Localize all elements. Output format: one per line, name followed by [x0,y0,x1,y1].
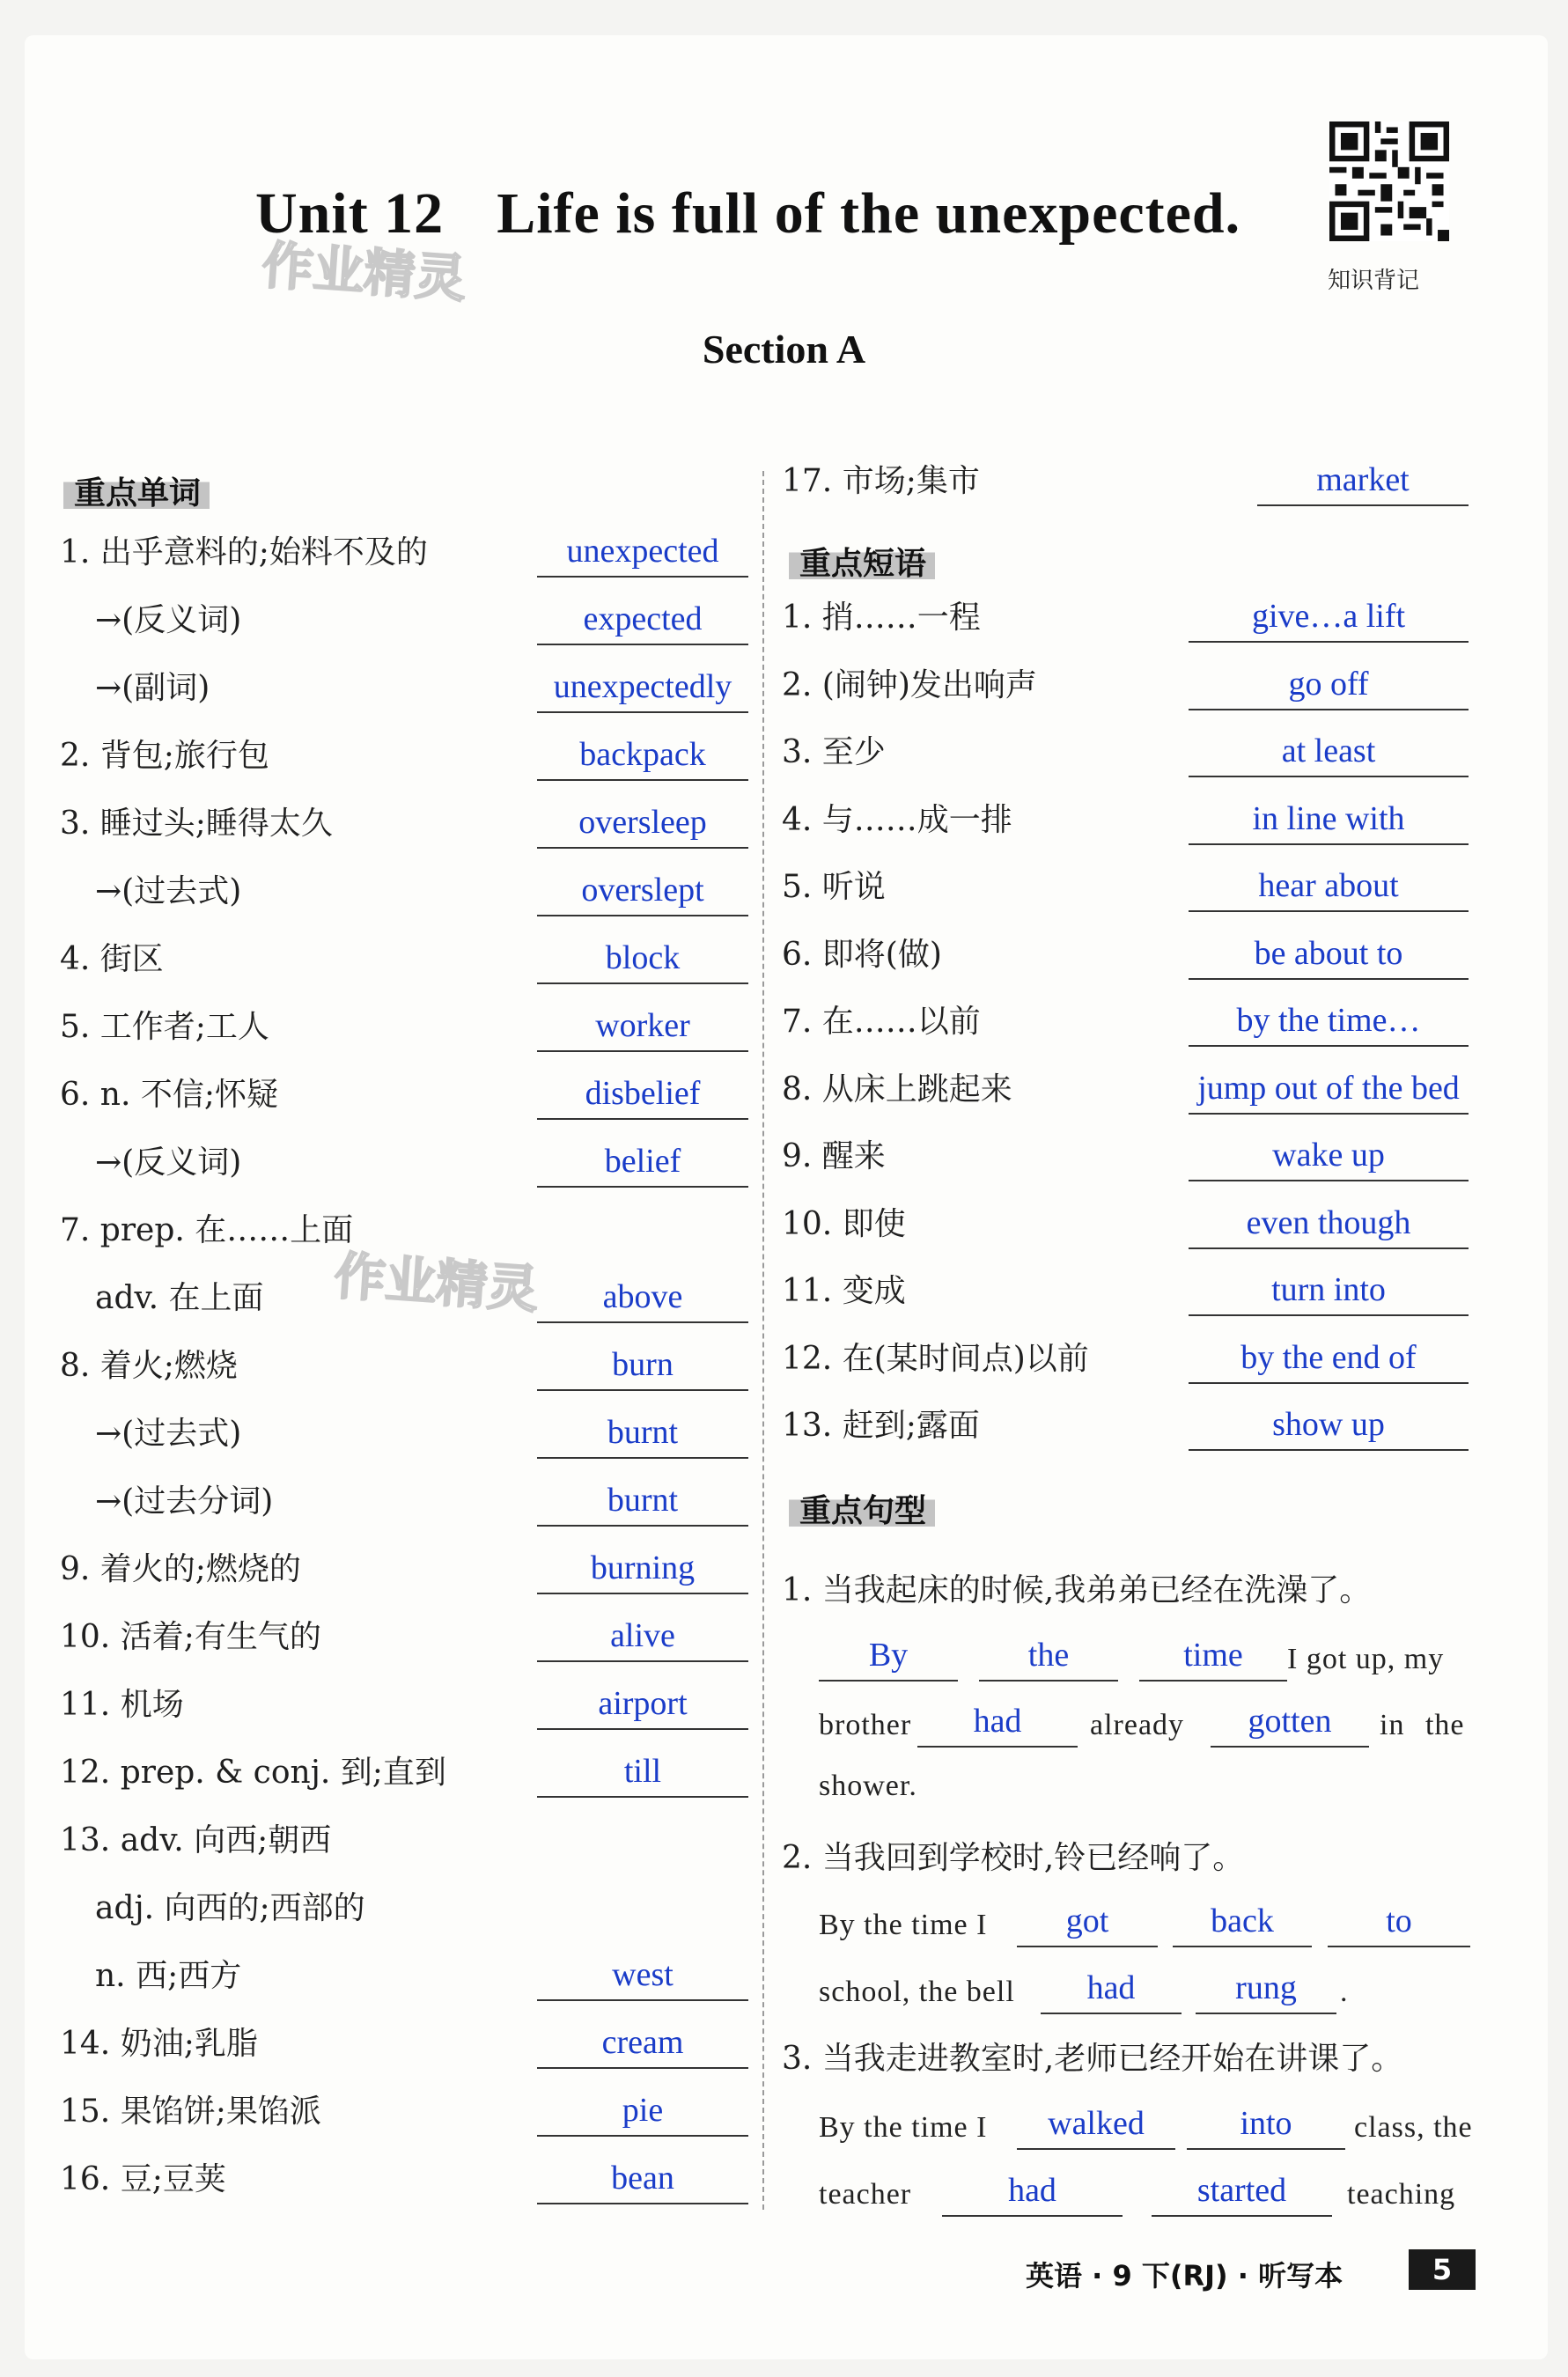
phrase-answer[interactable]: wake up [1189,1134,1469,1181]
vocab-label: 16. 豆;豆荚 [60,2161,226,2197]
vocab-item [60,2152,764,2204]
phrase-label: 3. 至少 [782,734,886,770]
vocab-answer[interactable]: cream [537,2021,748,2069]
vocab-label: →(反义词) [95,1144,242,1181]
vocab-label: 13. adv. 向西;朝西 [60,1822,332,1858]
vocab-item [60,864,764,916]
phrase-answer[interactable]: even though [1189,1202,1469,1249]
sentence-3-text: teacher [819,2178,912,2211]
qr-code-icon[interactable] [1329,121,1449,241]
phrase-item [782,859,1469,912]
phrase-label: 9. 醒来 [782,1138,886,1174]
vocab-answer[interactable]: belief [537,1140,748,1188]
phrase-item [782,1196,1469,1249]
unit-number: Unit 12 [255,181,445,246]
sentence-1-line-1 [819,1629,1470,1682]
watermark: 作业精灵 [260,234,468,309]
vocab-item-17 [782,453,1469,506]
vocab-answer[interactable]: burnt [537,1411,748,1459]
phrase-label: 1. 捎……一程 [782,600,981,636]
vocab-item [60,728,764,781]
footer-book-info: 英语 · 9 下(RJ) · 听写本 [1026,2259,1343,2292]
sentence-2-line-2 [819,1961,1470,2014]
vocab-item [60,1338,764,1391]
vocab-label: 12. prep. & conj. 到;直到 [60,1755,446,1791]
vocab-label: adj. 向西的;西部的 [95,1890,365,1926]
vocab-item [60,1067,764,1120]
phrase-item [782,590,1469,643]
vocab-answer[interactable]: till [537,1750,748,1798]
phrase-label: 6. 即将(做) [782,936,942,973]
vocab-label: →(副词) [95,670,210,706]
vocab-label: →(过去分词) [95,1483,274,1520]
phrase-item [782,994,1469,1047]
sentence-3-blank-4[interactable]: started [1152,2169,1332,2217]
vocab-label: 2. 背包;旅行包 [60,738,269,774]
phrase-item [782,658,1469,710]
sentence-2-text: . [1340,1976,1349,2008]
vocab-label: 15. 果馅饼;果馅派 [60,2094,321,2130]
sentence-1-text: shower. [819,1770,917,1802]
vocab-label: →(过去式) [95,873,242,909]
phrase-answer[interactable]: by the end of [1189,1336,1469,1384]
vocab-answer[interactable]: west [537,1954,748,2001]
vocab-answer[interactable]: burnt [537,1479,748,1527]
phrase-label: 10. 即使 [782,1205,906,1242]
phrase-item [782,1331,1469,1384]
page-number: 5 [1409,2249,1476,2290]
vocab-label: 7. prep. 在……上面 [60,1212,354,1248]
phrase-answer[interactable]: give…a lift [1189,595,1469,643]
phrases-heading: 重点短语 [789,539,935,584]
vocab-item [60,1609,764,1662]
vocab-answer[interactable]: alive [537,1615,748,1662]
vocab-label: 14. 奶油;乳脂 [60,2026,258,2062]
sentence-2-blank-2[interactable]: back [1173,1900,1312,1947]
section-title: Section A [702,327,866,372]
vocab-label: 6. n. 不信;怀疑 [60,1077,278,1113]
unit-subtitle: Life is full of the unexpected. [497,181,1241,246]
phrase-item [782,725,1469,777]
vocab-label: 17. 市场;集市 [782,463,980,499]
sentence-3-text: By the time I [819,2111,988,2144]
vocab-answer[interactable]: overslept [537,869,748,916]
sentence-3-line-1 [819,2097,1473,2150]
sentence-3-cn: 3. 当我走进教室时,老师已经开始在讲课了。 [782,2041,1403,2077]
vocab-answer[interactable]: airport [537,1682,748,1730]
vocab-item [60,999,764,1052]
vocab-label: 8. 着火;燃烧 [60,1348,238,1384]
sentence-1-blank-4[interactable]: had [917,1700,1078,1748]
vocab-answer[interactable]: expected [537,598,748,645]
phrase-answer[interactable]: by the time… [1189,999,1469,1047]
sentence-2-blank-5[interactable]: rung [1196,1967,1336,2014]
sentence-1-text: already [1090,1709,1185,1741]
vocab-item [60,1745,764,1798]
vocab-answer[interactable]: above [537,1276,748,1323]
vocab-answer[interactable]: block [537,937,748,984]
vocab-label: →(过去式) [95,1416,242,1452]
vocab-answer[interactable]: worker [537,1005,748,1052]
vocab-answer[interactable]: oversleep [537,801,748,849]
vocab-item [60,1203,764,1255]
sentence-2-cn: 2. 当我回到学校时,铃已经响了。 [782,1840,1245,1876]
vocab-answer[interactable]: burn [537,1343,748,1391]
vocab-label: 4. 街区 [60,941,164,977]
sentence-2-blank-3[interactable]: to [1328,1900,1470,1947]
sentence-1-blank-5[interactable]: gotten [1211,1700,1369,1748]
vocab-item [60,1406,764,1459]
sentence-3-text: teaching [1347,2178,1456,2211]
vocab-heading: 重点单词 [63,468,210,513]
vocab-answer[interactable]: unexpectedly [537,666,748,713]
phrase-item [782,1263,1469,1316]
sentence-2-blank-4[interactable]: had [1041,1967,1182,2014]
vocab-item [60,2016,764,2069]
phrase-answer[interactable]: hear about [1189,865,1469,912]
vocab-label: 5. 工作者;工人 [60,1009,269,1045]
vocab-label: 10. 活着;有生气的 [60,1619,321,1655]
vocab-item [60,1270,764,1323]
sentence-1-blank-1[interactable]: By [819,1634,958,1682]
sentence-3-blank-2[interactable]: into [1187,2102,1345,2150]
vocab-item [60,2084,764,2137]
vocab-answer[interactable]: pie [537,2089,748,2137]
sentence-3-text: class, the [1354,2111,1473,2144]
phrase-answer[interactable]: turn into [1189,1269,1469,1316]
phrase-label: 7. 在……以前 [782,1004,981,1040]
vocab-label: →(反义词) [95,602,242,638]
vocab-answer[interactable]: market [1257,459,1469,506]
sentence-1-text: I got up, my [1287,1643,1445,1675]
vocab-item [60,592,764,645]
phrase-answer[interactable]: in line with [1189,798,1469,845]
sentence-1-cn: 1. 当我起床的时候,我弟弟已经在洗澡了。 [782,1572,1372,1608]
vocab-item [60,1135,764,1188]
vocab-item [60,1813,764,1866]
phrase-item [782,1129,1469,1181]
sentence-2-text: school, the bell [819,1976,1015,2008]
sentence-1-text: brother [819,1709,912,1741]
phrase-item [782,927,1469,980]
phrase-answer[interactable]: jump out of the bed [1189,1067,1469,1115]
vocab-item [60,660,764,713]
vocab-item [60,1880,764,1933]
vocab-label: 1. 出乎意料的;始料不及的 [60,534,428,570]
phrase-label: 12. 在(某时间点)以前 [782,1340,1089,1377]
vocab-label: 9. 着火的;燃烧的 [60,1551,301,1587]
vocab-label: n. 西;西方 [95,1958,242,1994]
vocab-item [60,796,764,849]
phrase-item [782,1398,1469,1451]
watermark: 作业精灵 [332,1245,541,1320]
phrase-answer[interactable]: show up [1189,1403,1469,1451]
sentence-3-blank-1[interactable]: walked [1017,2102,1175,2150]
phrase-label: 5. 听说 [782,869,886,905]
phrase-label: 11. 变成 [782,1273,906,1309]
phrase-answer[interactable]: be about to [1189,932,1469,980]
vocab-label: 3. 睡过头;睡得太久 [60,806,333,842]
vocab-item [60,1677,764,1730]
phrase-label: 13. 赶到;露面 [782,1408,980,1444]
sentence-2-line-1 [819,1895,1470,1947]
vocab-item [60,931,764,984]
phrase-item [782,792,1469,845]
vocab-answer[interactable]: burning [537,1547,748,1594]
phrase-item [782,1062,1469,1115]
vocab-item [60,1948,764,2001]
sentence-1-line-2 [819,1695,1470,1748]
vocab-item [60,1474,764,1527]
phrase-label: 2. (闹钟)发出响声 [782,666,1037,703]
vocab-label: adv. 在上面 [95,1280,264,1316]
sentence-1-blank-2[interactable]: the [979,1634,1118,1682]
vocab-item [60,1542,764,1594]
phrase-answer[interactable]: at least [1189,730,1469,777]
vocab-answer[interactable]: disbelief [537,1072,748,1120]
sentence-2-blank-1[interactable]: got [1017,1900,1158,1947]
phrase-label: 4. 与……成一排 [782,801,1012,838]
sentence-1-text: in the [1380,1709,1465,1741]
qr-caption: 知识背记 [1328,268,1420,294]
vocab-item [60,525,764,578]
phrase-answer[interactable]: go off [1189,663,1469,710]
vocab-label: 11. 机场 [60,1687,184,1723]
sentence-2-text: By the time I [819,1909,988,1941]
sentence-3-blank-3[interactable]: had [942,2169,1123,2217]
phrase-label: 8. 从床上跳起来 [782,1071,1012,1108]
vocab-answer[interactable]: unexpected [537,530,748,578]
vocab-answer[interactable]: bean [537,2157,748,2204]
sentence-1-blank-3[interactable]: time [1139,1634,1287,1682]
vocab-answer[interactable]: backpack [537,733,748,781]
sentences-heading: 重点句型 [789,1486,935,1531]
sentence-3-line-2 [819,2164,1470,2217]
